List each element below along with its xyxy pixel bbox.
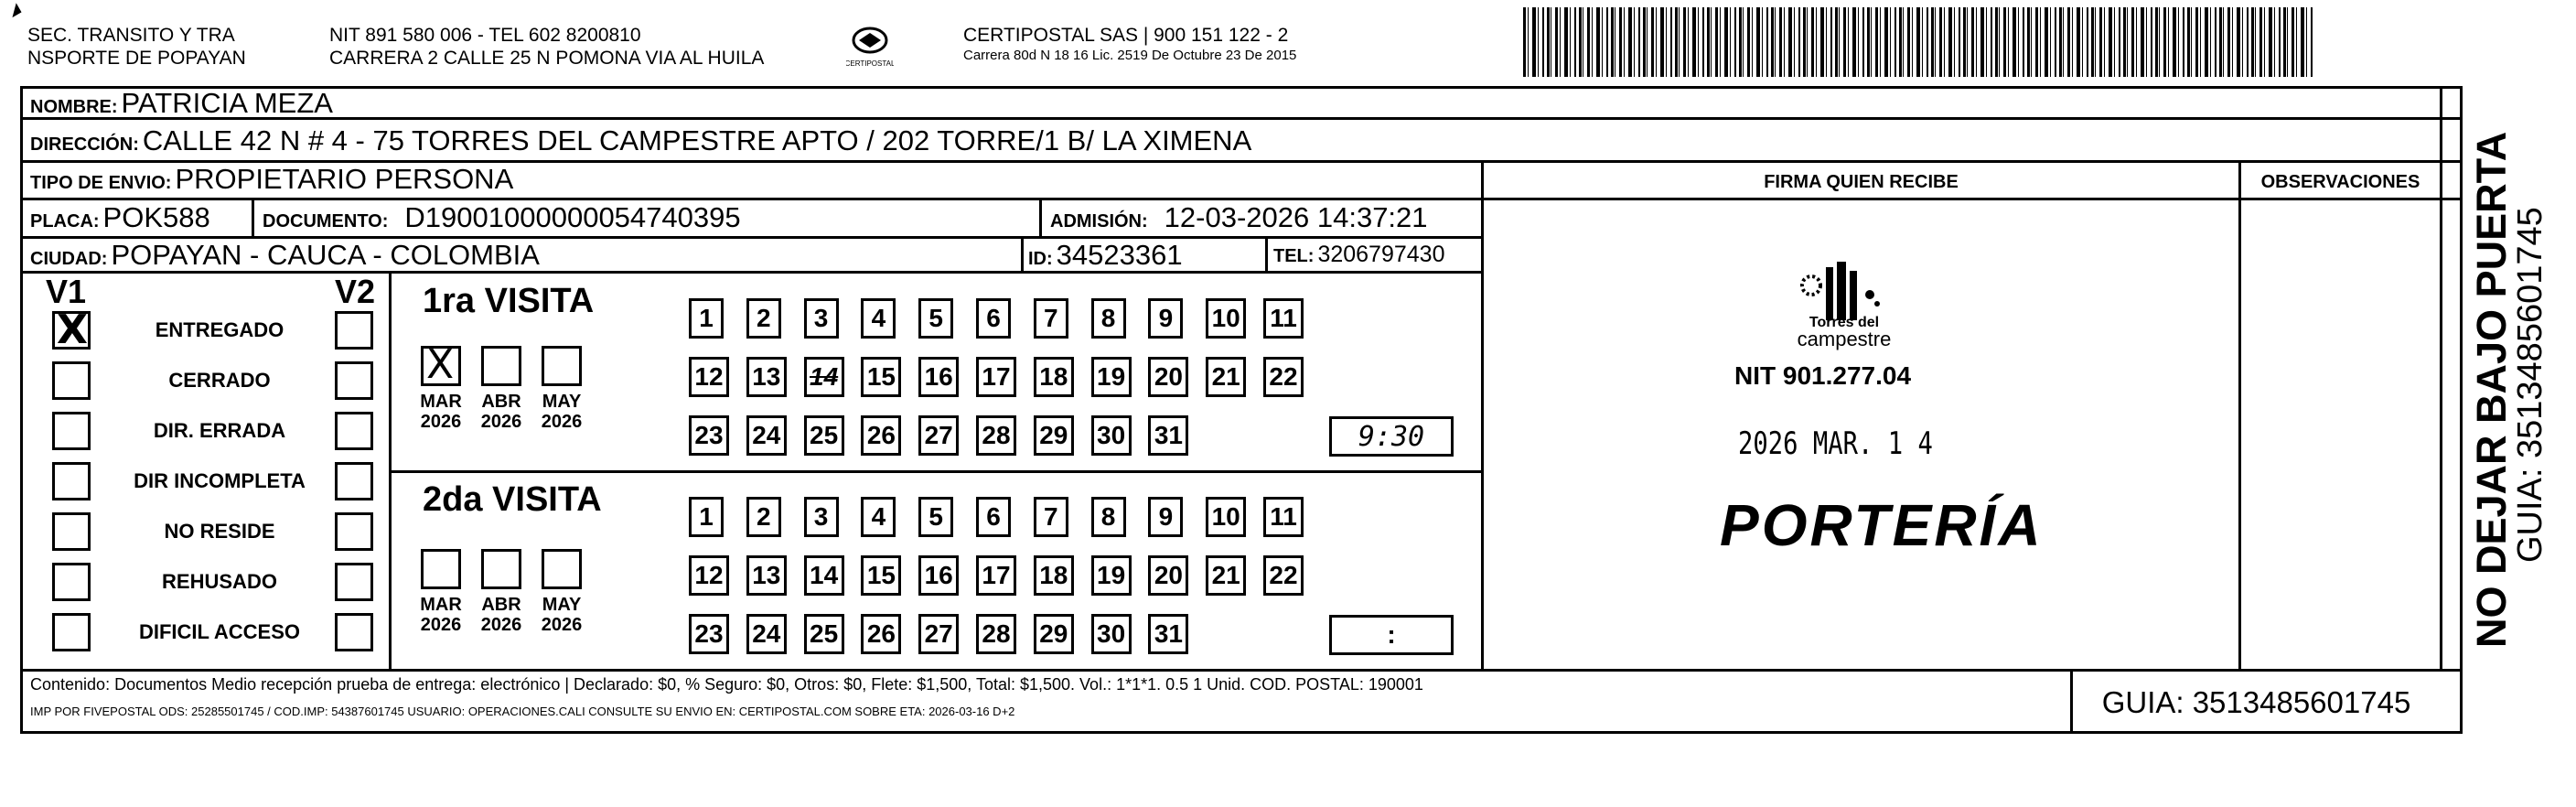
day-box[interactable]: 27: [918, 415, 959, 456]
v2-checkbox[interactable]: [335, 361, 373, 400]
day-box[interactable]: 27: [918, 614, 959, 654]
month-checkbox[interactable]: [421, 341, 461, 388]
no-dejar-bajo-puerta: NO DEJAR BAJO PUERTA: [2468, 131, 2515, 648]
day-box[interactable]: 22: [1263, 555, 1304, 596]
month-year: 2026: [420, 412, 462, 432]
day-box[interactable]: 29: [1034, 415, 1074, 456]
status-option-label: ENTREGADO: [155, 318, 284, 341]
barcode: [1523, 7, 2314, 77]
month-checkbox[interactable]: [421, 549, 461, 589]
v1-label: V1: [46, 273, 87, 310]
day-box[interactable]: 30: [1091, 614, 1132, 654]
month-label: [534, 392, 589, 432]
day-box[interactable]: 25: [804, 415, 844, 456]
first-visit-title: 1ra VISITA: [423, 282, 595, 320]
day-box[interactable]: 5: [918, 497, 953, 537]
day-box[interactable]: 2: [746, 497, 781, 537]
stamp-porteria: PORTERÍA: [1720, 492, 2044, 558]
firma-header: FIRMA QUIEN RECIBE: [1764, 172, 1959, 192]
tel-field: TEL: 3206797430: [1273, 242, 1445, 267]
v2-checkbox[interactable]: [335, 512, 373, 551]
sender-name: SEC. TRANSITO Y TRA NSPORTE DE POPAYAN: [27, 25, 246, 69]
check-mark: X: [57, 307, 88, 353]
day-box[interactable]: 28: [976, 415, 1016, 456]
status-option-label: DIR INCOMPLETA: [134, 469, 306, 492]
corner-mark: ◢: [5, 0, 22, 18]
day-box[interactable]: 22: [1263, 357, 1304, 397]
month-checkbox[interactable]: [481, 549, 521, 589]
v2-checkbox[interactable]: [335, 462, 373, 500]
side-guia: GUIA: 3513485601745: [2511, 207, 2549, 563]
day-box[interactable]: 11: [1263, 298, 1304, 339]
stamp-logo-text: Torres del campestre: [1797, 315, 1892, 350]
stamp-date: 2026 MAR. 1 4: [1738, 425, 1933, 462]
day-box[interactable]: 11: [1263, 497, 1304, 537]
first-visit-time[interactable]: 9:30: [1329, 416, 1454, 457]
month-year: 2026: [541, 412, 583, 432]
day-box[interactable]: 14: [804, 555, 844, 596]
admision-field: ADMISIÓN: 12-03-2026 14:37:21: [1050, 201, 1428, 233]
certipostal-logo-icon: [846, 22, 894, 70]
day-box[interactable]: 2: [746, 298, 781, 339]
day-box[interactable]: 26: [861, 415, 901, 456]
v2-checkbox[interactable]: [335, 613, 373, 651]
footer-content: Contenido: Documentos Medio recepción prueba de entrega: electrónico | Declarado: $0, % Seguro: $0, Otros: $0, Flete: $1,500, Total: $1,500. Vol.: 1*1*1. 0.5 1 Unid. COD. POSTAL: 190001: [30, 675, 1423, 694]
check-mark: X: [426, 341, 455, 388]
stamp-nit: NIT 901.277.04: [1734, 361, 1912, 390]
day-box[interactable]: 17: [976, 357, 1016, 397]
month-label: [474, 595, 529, 635]
v1-checkbox[interactable]: [52, 307, 91, 353]
status-option-label: REHUSADO: [162, 570, 277, 593]
ciudad-field: CIUDAD: POPAYAN - CAUCA - COLOMBIA: [30, 239, 540, 271]
sender-nit-address: NIT 891 580 006 - TEL 602 8200810 CARRERA 2 CALLE 25 N POMONA VIA AL HUILA: [329, 25, 765, 69]
day-box[interactable]: 28: [976, 614, 1016, 654]
day-box[interactable]: 1: [689, 497, 724, 537]
month-label: [474, 392, 529, 432]
day-box[interactable]: 21: [1206, 357, 1246, 397]
day-box[interactable]: 6: [976, 497, 1011, 537]
month-name: MAR: [420, 392, 462, 412]
direccion-row: DIRECCIÓN: CALLE 42 N # 4 - 75 TORRES DEL CAMPESTRE APTO / 202 TORRE/1 B/ LA XIMENA: [30, 124, 1252, 156]
day-box[interactable]: 20: [1148, 357, 1188, 397]
day-box[interactable]: 6: [976, 298, 1011, 339]
day-box[interactable]: 3: [804, 497, 839, 537]
day-box[interactable]: 23: [689, 415, 729, 456]
status-option-label: DIFICIL ACCESO: [138, 620, 300, 643]
day-box[interactable]: 5: [918, 298, 953, 339]
svg-text:CERTIPOSTAL: CERTIPOSTAL: [846, 59, 894, 68]
day-box[interactable]: 8: [1091, 298, 1126, 339]
building-logo-icon: [1791, 258, 1892, 322]
day-box[interactable]: 13: [746, 555, 787, 596]
status-option-label: NO RESIDE: [164, 520, 275, 543]
day-box[interactable]: 21: [1206, 555, 1246, 596]
day-box[interactable]: 16: [918, 357, 959, 397]
day-box[interactable]: 15: [861, 357, 901, 397]
day-box[interactable]: 9: [1148, 298, 1183, 339]
day-box[interactable]: 25: [804, 614, 844, 654]
v1-checkbox[interactable]: [52, 613, 91, 651]
v2-checkbox[interactable]: [335, 311, 373, 350]
day-box[interactable]: 1: [689, 298, 724, 339]
month-year: 2026: [541, 615, 583, 635]
day-box[interactable]: 3: [804, 298, 839, 339]
day-box[interactable]: 14: [804, 357, 844, 397]
day-box[interactable]: 30: [1091, 415, 1132, 456]
day-box[interactable]: 17: [976, 555, 1016, 596]
second-visit-time[interactable]: :: [1329, 615, 1454, 655]
day-box[interactable]: 24: [746, 614, 787, 654]
day-box[interactable]: 18: [1034, 357, 1074, 397]
id-field: ID: 34523361: [1028, 239, 1183, 271]
month-name: ABR: [481, 392, 521, 412]
month-name: ABR: [481, 595, 521, 615]
v1-checkbox[interactable]: [52, 563, 91, 601]
v2-label: V2: [335, 273, 376, 310]
day-box[interactable]: 4: [861, 497, 896, 537]
v2-checkbox[interactable]: [335, 412, 373, 450]
month-name: MAY: [542, 595, 582, 615]
v1-checkbox[interactable]: [52, 412, 91, 450]
month-year: 2026: [480, 615, 522, 635]
day-box[interactable]: 20: [1148, 555, 1188, 596]
v1-checkbox[interactable]: [52, 462, 91, 500]
day-box[interactable]: 26: [861, 614, 901, 654]
status-option-label: CERRADO: [168, 369, 271, 392]
courier-info: CERTIPOSTAL SAS | 900 151 122 - 2 Carrera 80d N 18 16 Lic. 2519 De Octubre 23 De 2015: [963, 25, 1297, 63]
footer-print-info: IMP POR FIVEPOSTAL ODS: 25285501745 / COD.IMP: 54387601745 USUARIO: OPERACIONES.CALI CONSULTE SU ENVIO EN: CERTIPOSTAL.COM SOBRE ETA: 2026-03-16 D+2: [30, 705, 1015, 718]
month-checkbox[interactable]: [481, 346, 521, 386]
second-visit-title: 2da VISITA: [423, 480, 602, 519]
day-box[interactable]: 12: [689, 555, 729, 596]
day-box[interactable]: 7: [1034, 298, 1068, 339]
day-box[interactable]: 12: [689, 357, 729, 397]
day-box[interactable]: 15: [861, 555, 901, 596]
status-option-label: DIR. ERRADA: [153, 419, 286, 442]
day-box[interactable]: 4: [861, 298, 896, 339]
day-box[interactable]: 13: [746, 357, 787, 397]
day-box[interactable]: 19: [1091, 555, 1132, 596]
v2-checkbox[interactable]: [335, 563, 373, 601]
day-box[interactable]: 10: [1206, 298, 1246, 339]
day-box[interactable]: 31: [1148, 415, 1188, 456]
month-year: 2026: [480, 412, 522, 432]
placa-field: PLACA: POK588: [30, 201, 210, 233]
day-box[interactable]: 31: [1148, 614, 1188, 654]
documento-field: DOCUMENTO: D19001000000054740395: [263, 201, 741, 233]
day-box[interactable]: 9: [1148, 497, 1183, 537]
month-checkbox[interactable]: [542, 549, 582, 589]
month-label: [534, 595, 589, 635]
month-label: [413, 392, 468, 432]
observaciones-header: OBSERVACIONES: [2260, 172, 2420, 192]
month-checkbox[interactable]: [542, 346, 582, 386]
month-year: 2026: [420, 615, 462, 635]
month-name: MAR: [420, 595, 462, 615]
guia-box: GUIA: 3513485601745: [2101, 685, 2411, 719]
v1-checkbox[interactable]: [52, 512, 91, 551]
day-box[interactable]: 10: [1206, 497, 1246, 537]
day-box[interactable]: 24: [746, 415, 787, 456]
v1-checkbox[interactable]: [52, 361, 91, 400]
day-box[interactable]: 23: [689, 614, 729, 654]
day-box[interactable]: 18: [1034, 555, 1074, 596]
day-box[interactable]: 7: [1034, 497, 1068, 537]
month-label: [413, 595, 468, 635]
day-box[interactable]: 16: [918, 555, 959, 596]
month-name: MAY: [542, 392, 582, 412]
day-box[interactable]: 19: [1091, 357, 1132, 397]
tipo-envio-row: TIPO DE ENVIO: PROPIETARIO PERSONA: [30, 163, 514, 195]
day-box[interactable]: 8: [1091, 497, 1126, 537]
day-box[interactable]: 29: [1034, 614, 1074, 654]
nombre-row: NOMBRE: PATRICIA MEZA: [30, 87, 333, 119]
